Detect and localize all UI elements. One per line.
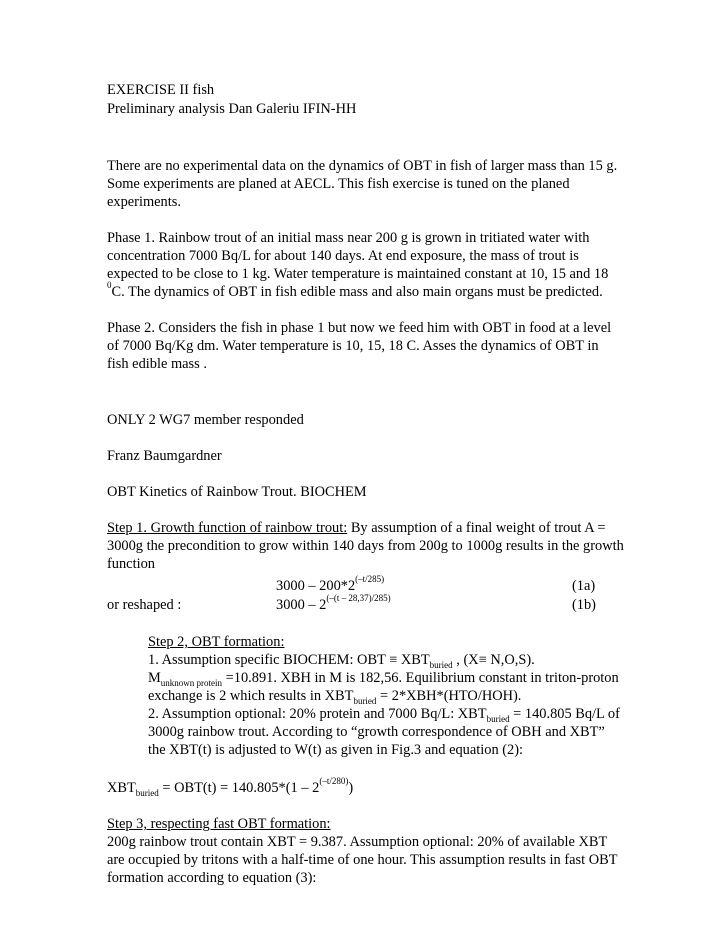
phase2-line: fish edible mass . (107, 356, 207, 372)
phase1-line: $^0$C. The dynamics of OBT in fish edible mass and also main organs must be predicted. (107, 280, 603, 300)
equation-1b-label: (1b) (572, 597, 596, 613)
exercise-title: EXERCISE II fish (107, 82, 215, 98)
model-title: OBT Kinetics of Rainbow Trout. BIOCHEM (107, 484, 367, 500)
step2-line: 2. Assumption optional: 20% protein and 7000 Bq/L: $XBT_{buried} = 140.805$ Bq/L of (148, 706, 620, 724)
reshaped-label: or reshaped : (107, 597, 182, 613)
intro-line: There are no experimental data on the dynamics of OBT in fish of larger mass than 15 g. (107, 158, 618, 174)
step2-line: the XBT(t) is adjusted to W(t) as given in Fig.3 and equation (2): (148, 742, 524, 758)
responded-note: ONLY 2 WG7 member responded (107, 412, 304, 428)
phase2-line: of 7000 Bq/Kg dm. Water temperature is 10, 15, 18 C. Asses the dynamics of OBT in (107, 338, 599, 354)
degree-superscript: 0 (107, 280, 112, 291)
step3-line: are occupied by tritons with a half-time of one hour. This assumption results in fast OBT (107, 852, 618, 868)
equation-1a-label: (1a) (572, 578, 596, 594)
phase1-line: concentration 7000 Bq/L for about 140 days. At end exposure, the mass of trout is (107, 248, 579, 264)
equation-2: $XBT_{buried} = OBT(t) = 140.805*(1 - 2^{(-t/280)})$ (107, 776, 354, 798)
step2-line: $M_{unknown protein} =10.891$. XBH in M is 182,56. Equilibrium constant in triton-proton (148, 670, 619, 688)
equation-1a: $3000 - 200*2^{(-t/285)}$ (276, 574, 385, 594)
step1-line: Step 1. Growth function of rainbow trout: By assumption of a final weight of trout A = (107, 520, 606, 536)
step3-line: formation according to equation (3): (107, 870, 317, 886)
step3-heading: Step 3, respecting fast OBT formation: (107, 816, 331, 832)
step1-line: 3000g the precondition to grow within 140 days from 200g to 1000g results in the growth (107, 538, 624, 554)
phase1-line: Phase 1. Rainbow trout of an initial mass near 200 g is grown in tritiated water with (107, 230, 590, 246)
step2-line: 1. Assumption specific BIOCHEM: OBT ≡ $XBT_{buried}$ , (X≡ N,O,S). (148, 652, 535, 670)
exercise-subtitle: Preliminary analysis Dan Galeriu IFIN-HH (107, 101, 357, 117)
step3-line: 200g rainbow trout contain XBT = 9.387. Assumption optional: 20% of available XBT (107, 834, 608, 850)
phase1-line: expected to be close to 1 kg. Water temperature is maintained constant at 10, 15 and 18 (107, 266, 609, 282)
phase2-line: Phase 2. Considers the fish in phase 1 but now we feed him with OBT in food at a level (107, 320, 612, 336)
equation-1b: $3000 - 2^{(-(t - 28,37)/285)}$ (276, 593, 391, 613)
step2-line: 3000g rainbow trout. According to “growth correspondence of OBH and XBT” (148, 724, 605, 740)
step1-line: function (107, 556, 155, 572)
intro-line: Some experiments are planed at AECL. This fish exercise is tuned on the planed (107, 176, 570, 192)
step1-heading: Step 1. Growth function of rainbow trout: (107, 520, 348, 536)
step2-heading: Step 2, OBT formation: (148, 634, 285, 650)
intro-line: experiments. (107, 194, 181, 210)
step2-line: exchange is 2 which results in $XBT_{buried} = 2*XBH*(HTO/HOH)$. (148, 688, 522, 706)
author-name: Franz Baumgardner (107, 448, 222, 464)
